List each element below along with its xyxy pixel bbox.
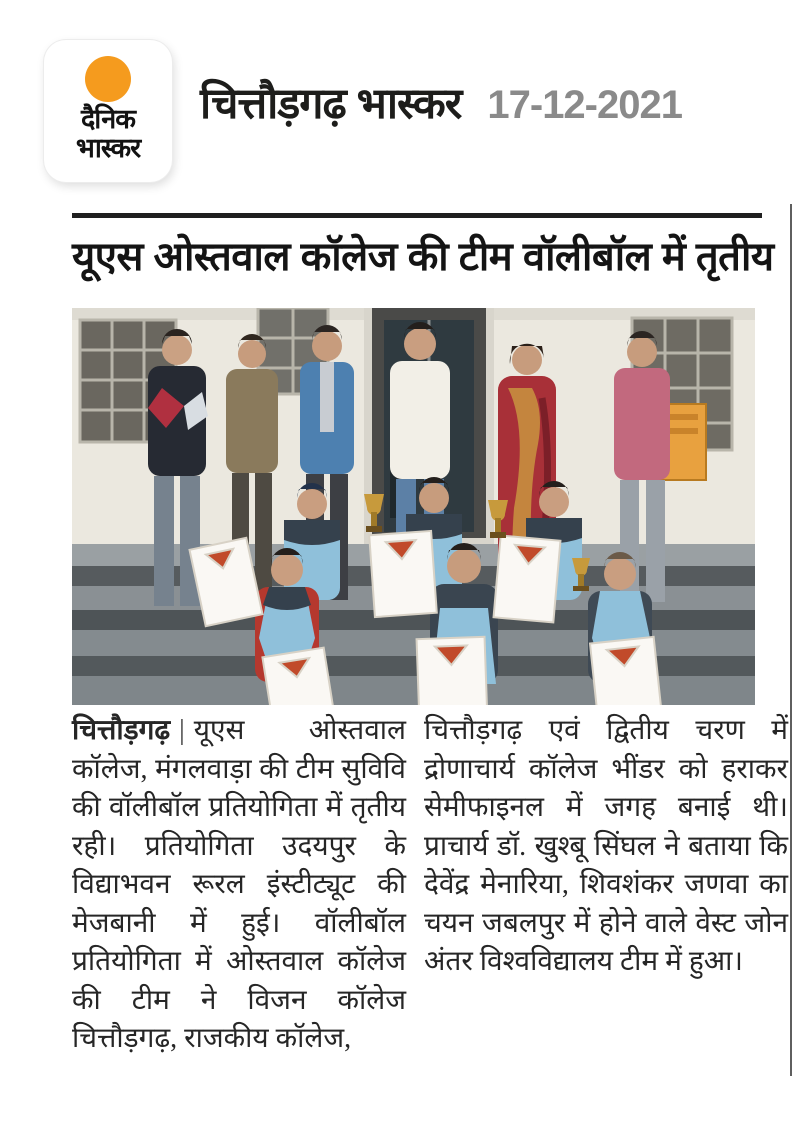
dateline-separator: | xyxy=(179,715,185,746)
article-headline: यूएस ओस्तवाल कॉलेज की टीम वॉलीबॉल में तृतीय xyxy=(72,235,774,279)
article-photo xyxy=(72,308,755,705)
headline-top-rule xyxy=(72,213,762,218)
dateline: चित्तौड़गढ़ xyxy=(72,715,171,746)
article-text-left: यूएस ओस्तवाल कॉलेज, मंगलवाड़ा की टीम सुविवि की वॉलीबॉल प्रतियोगिता में तृतीय रही। प्रतियोगिता उदयपुर के विद्याभवन रूरल इंस्टीट्यूट की मेजबानी में हुई। वॉलीबॉल प्रतियोगिता में ओस्तवाल कॉलेज की टीम ने विजन कॉलेज चित्तौड़गढ़, राजकीय कॉलेज, xyxy=(72,715,406,1054)
logo-text-line1: दैनिक xyxy=(80,104,136,134)
edition-date: 17-12-2021 xyxy=(487,83,682,127)
logo-text xyxy=(76,105,140,163)
sun-icon xyxy=(85,56,131,102)
edition-title: चित्तौड़गढ़ भास्कर xyxy=(200,80,462,128)
article-body xyxy=(72,712,788,1059)
clip-right-border xyxy=(790,204,792,1076)
dainik-bhaskar-logo xyxy=(44,40,172,182)
article-column-right xyxy=(424,712,788,1059)
article-column-left xyxy=(72,712,406,1059)
masthead xyxy=(200,72,682,131)
logo-text-line2: भास्कर xyxy=(75,133,141,163)
article-text-right: चित्तौड़गढ़ एवं द्वितीय चरण में द्रोणाचार्य कॉलेज भींडर को हराकर सेमीफाइनल में जगह बनाई थी। प्राचार्य डॉ. खुश्बू सिंघल ने बताया कि देवेंद्र मेनारिया, शिवशंकर जणवा का चयन जबलपुर में होने वाले वेस्ट जोन अंतर विश्वविद्यालय टीम में हुआ। xyxy=(424,715,788,977)
